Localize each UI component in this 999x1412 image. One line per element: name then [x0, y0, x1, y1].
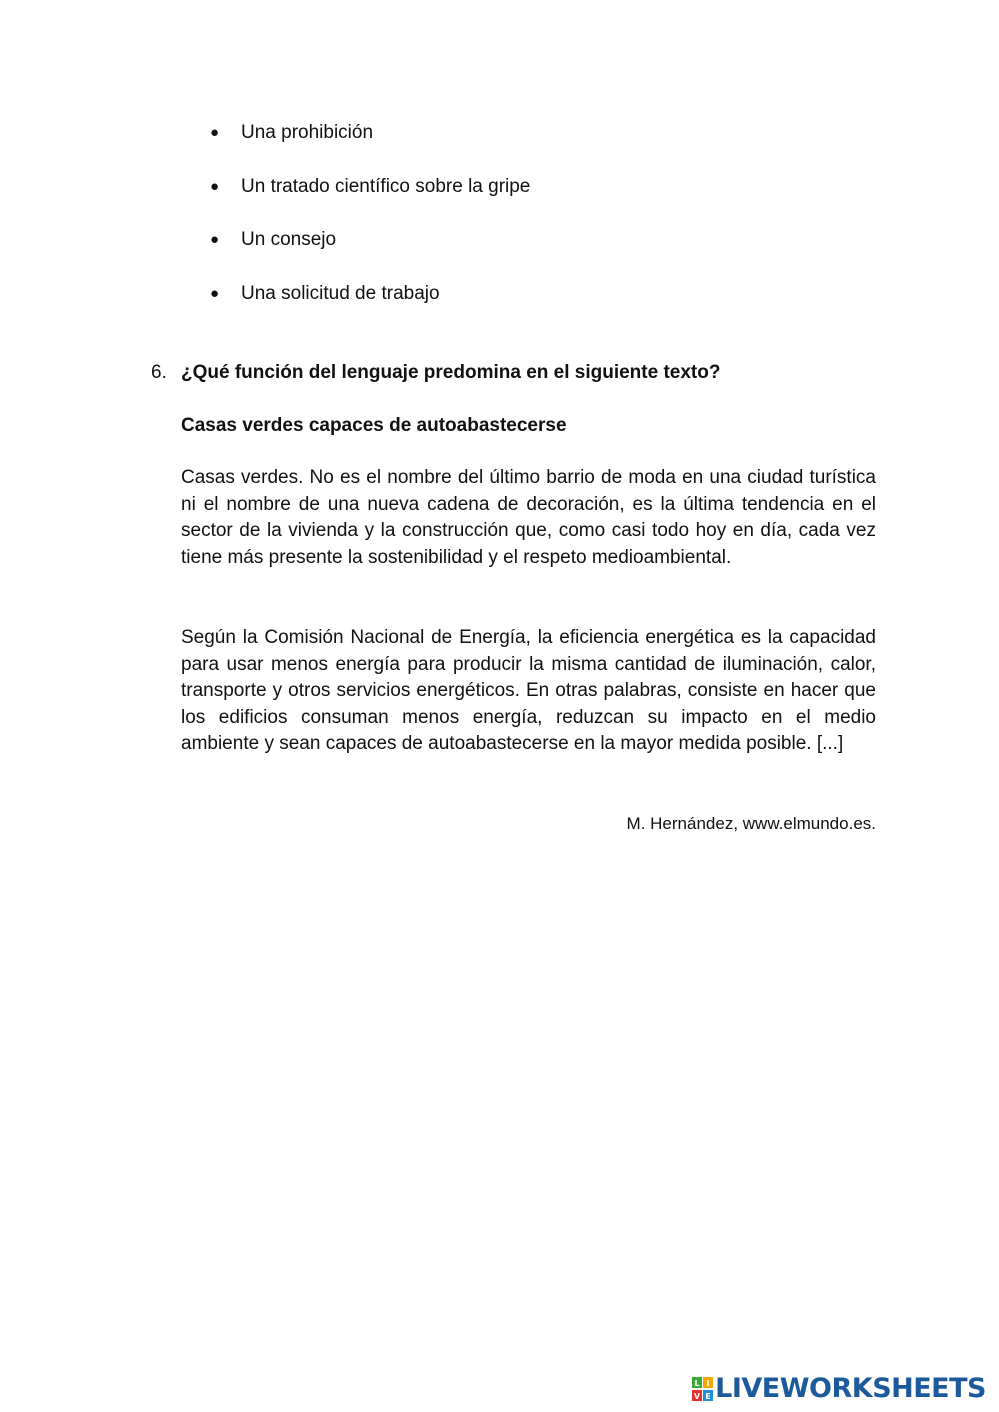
bullet-icon: ● — [210, 231, 220, 248]
answer-option-text: Un tratado científico sobre la gripe — [241, 175, 531, 197]
svg-text:L: L — [694, 1379, 700, 1388]
brand-name: LIVEWORKSHEETS — [715, 1373, 986, 1404]
bullet-icon: ● — [210, 177, 220, 195]
article-paragraph: Según la Comisión Nacional de Energía, la eficiencia energética es la capacidad para usar menos energía para producir la misma cantidad de iluminación, calor, transporte y otros servicios energéticos. En otras palabras, consiste en hacer que los edificios consuman menos energía, reduzcan su impacto en el medio ambiente y sean capaces de autoabastecerse en la mayor medida posible. [...] — [181, 627, 876, 754]
brand-watermark — [692, 1372, 986, 1406]
answer-option — [210, 119, 530, 147]
answer-option — [210, 226, 530, 254]
answer-option — [210, 280, 530, 308]
bullet-icon: ● — [210, 124, 220, 141]
bullet-icon: ● — [210, 284, 220, 302]
article-title: Casas verdes capaces de autoabastecerse — [181, 415, 567, 436]
answer-option-text: Una prohibición — [241, 122, 374, 143]
answer-options-list — [210, 119, 530, 333]
answer-option-text: Una solicitud de trabajo — [241, 282, 440, 304]
article-paragraph: Casas verdes. No es el nombre del último barrio de moda en una ciudad turística ni el nombre de una nueva cadena de decoración, es la última tendencia en el sector de la vivienda y la construcción que, como casi todo hoy en día, cada vez tiene más presente la sostenibilidad y el respeto medioambiental. — [181, 467, 876, 568]
question-number: 6. — [151, 362, 167, 383]
question-text: ¿Qué función del lenguaje predomina en el siguiente texto? — [181, 362, 721, 383]
answer-option-text: Un consejo — [241, 229, 337, 250]
svg-text:V: V — [694, 1392, 701, 1401]
svg-text:E: E — [705, 1392, 711, 1401]
article-source: M. Hernández, www.elmundo.es. — [626, 814, 876, 833]
answer-option — [210, 173, 530, 201]
svg-text:I: I — [706, 1379, 710, 1388]
liveworksheets-logo-icon — [692, 1377, 713, 1401]
